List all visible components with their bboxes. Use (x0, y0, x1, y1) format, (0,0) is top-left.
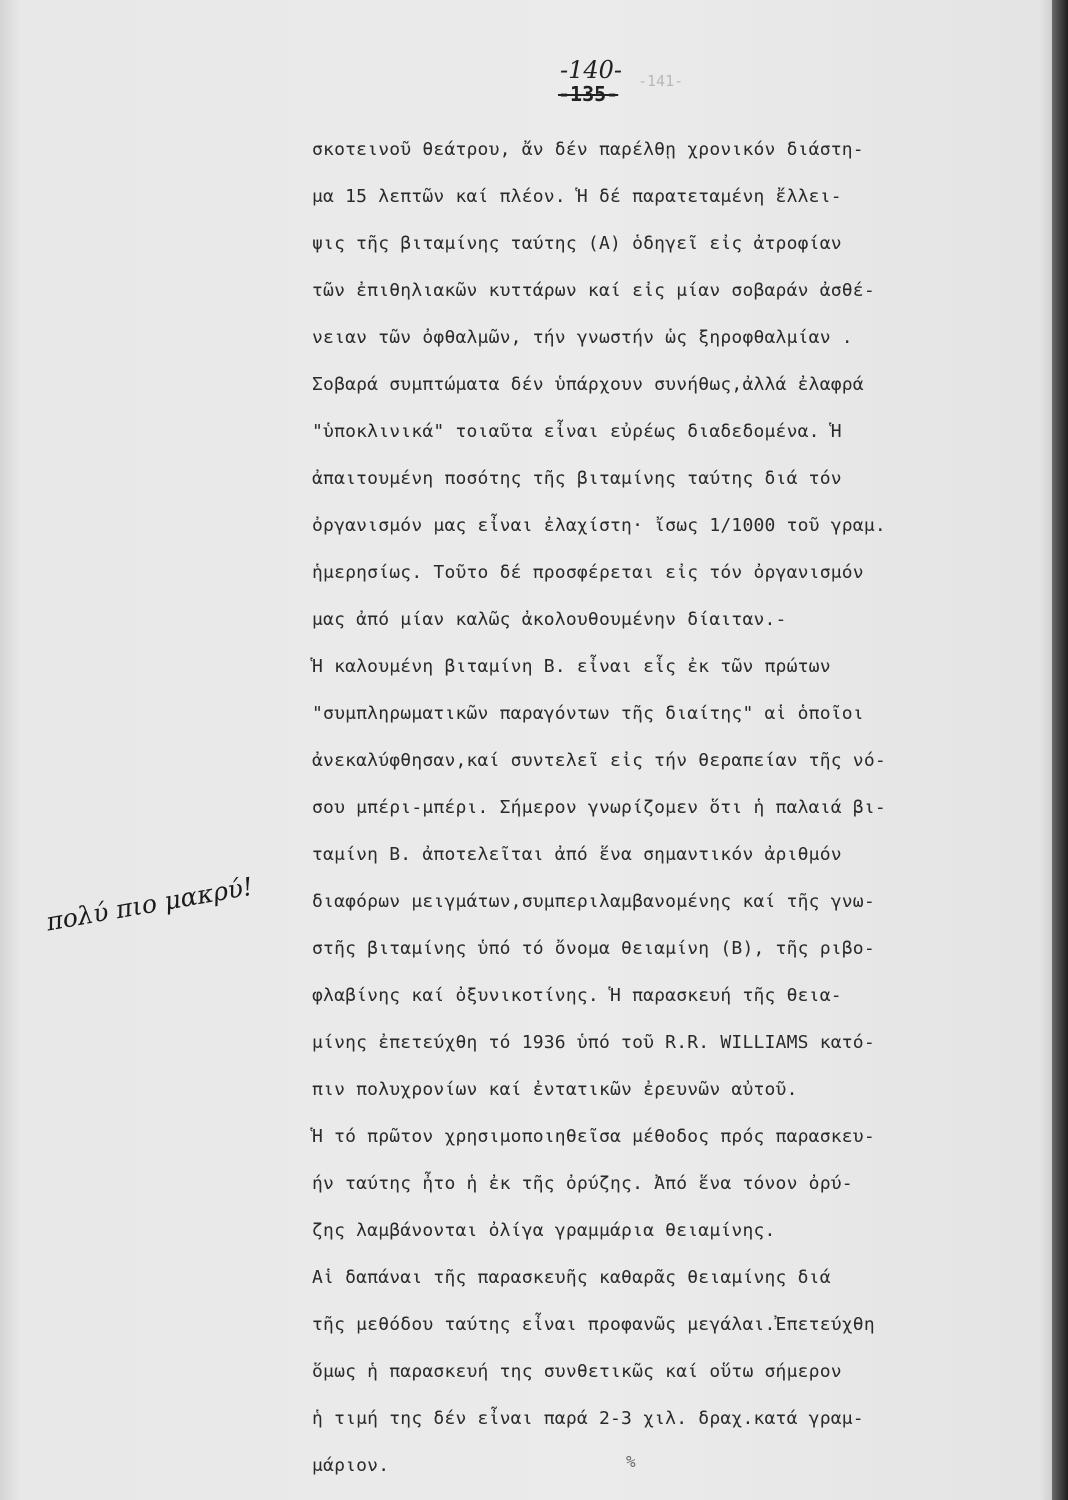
text-line: "ὑποκλινικά" τοιαῦτα εἶναι εὐρέως διαδεδομένα. Ἡ (312, 421, 842, 442)
text-line: μα 15 λεπτῶν καί πλέον. Ἡ δέ παρατεταμένη ἔλλει- (312, 186, 842, 207)
text-line: μάριον. (312, 1455, 390, 1476)
text-line: ἀπαιτουμένη ποσότης τῆς βιταμίνης ταύτης διά τόν (312, 468, 842, 489)
text-line: στῆς βιταμίνης ὑπό τό ὄνομα θειαμίνη (Β), τῆς ριβο- (312, 938, 875, 959)
footer-mark: % (626, 1452, 636, 1471)
text-line: ἡ τιμή της δέν εἶναι παρά 2-3 χιλ. δραχ.κατά γραμ- (312, 1408, 864, 1429)
text-line: τῶν ἐπιθηλιακῶν κυττάρων καί εἰς μίαν σοβαράν ἀσθέ- (312, 280, 875, 301)
text-line: "συμπληρωματικῶν παραγόντων τῆς διαίτης" αἱ ὁποῖοι (312, 703, 864, 724)
typed-body-text (312, 126, 1012, 1489)
text-line: σου μπέρι-μπέρι. Σήμερον γνωρίζομεν ὅτι ἡ παλαιά βι- (312, 797, 886, 818)
text-line: φλαβίνης καί ὀξυνικοτίνης. Ἡ παρασκευή τῆς θεια- (312, 985, 842, 1006)
text-line: Αἱ δαπάναι τῆς παρασκευῆς καθαρᾶς θειαμίνης διά (312, 1267, 831, 1288)
faint-page-number: -141- (638, 72, 684, 90)
text-line: ὅμως ἡ παρασκευή της συνθετικῶς καί οὕτω σήμερον (312, 1361, 842, 1382)
text-line: ζης λαμβάνονται ὀλίγα γραμμάρια θειαμίνης. (312, 1220, 776, 1241)
text-line: σκοτεινοῦ θεάτρου, ἄν δέν παρέλθῃ χρονικόν διάστη- (312, 139, 864, 160)
text-line: Σοβαρά συμπτώματα δέν ὑπάρχουν συνήθως,ἀλλά ἐλαφρά (312, 374, 864, 395)
text-line: ταμίνη Β. ἀποτελεῖται ἀπό ἕνα σημαντικόν ἀριθμόν (312, 844, 842, 865)
text-line: πιν πολυχρονίων καί ἐντατικῶν ἐρευνῶν αὐτοῦ. (312, 1079, 798, 1100)
text-line: ἀνεκαλύφθησαν,καί συντελεῖ εἰς τήν θεραπείαν τῆς νό- (312, 750, 886, 771)
old-page-number: -135- (558, 82, 619, 106)
handwritten-margin-note: πολύ πιο μακρύ! (44, 871, 256, 937)
text-line: ἡμερησίως. Τοῦτο δέ προσφέρεται εἰς τόν ὀργανισμόν (312, 562, 864, 583)
text-line: μίνης ἐπετεύχθη τό 1936 ὑπό τοῦ R.R. WILLIAMS κατό- (312, 1032, 875, 1053)
page-edge-shadow (1052, 0, 1068, 1500)
page-number: -140- (560, 56, 623, 84)
text-line: μας ἀπό μίαν καλῶς ἀκολουθουμένην δίαιταν.- (312, 609, 787, 630)
text-line: διαφόρων μειγμάτων,συμπεριλαμβανομένης καί τῆς γνω- (312, 891, 875, 912)
text-line: ψις τῆς βιταμίνης ταύτης (Α) ὁδηγεῖ εἰς ἀτροφίαν (312, 233, 842, 254)
text-line: Ἡ καλουμένη βιταμίνη Β. εἶναι εἷς ἐκ τῶν πρώτων (312, 656, 831, 677)
text-line: Ἡ τό πρῶτον χρησιμοποιηθεῖσα μέθοδος πρός παρασκευ- (312, 1126, 875, 1147)
text-line: ήν ταύτης ἦτο ἡ ἐκ τῆς ὀρύζης. Ἀπό ἕνα τόνον ὀρύ- (312, 1173, 853, 1194)
text-line: ὀργανισμόν μας εἶναι ἐλαχίστη· ἴσως 1/1000 τοῦ γραμ. (312, 515, 886, 536)
text-line: τῆς μεθόδου ταύτης εἶναι προφανῶς μεγάλαι.Ἐπετεύχθη (312, 1314, 875, 1335)
text-line: νειαν τῶν ὀφθαλμῶν, τήν γνωστήν ὡς ξηροφθαλμίαν . (312, 327, 853, 348)
